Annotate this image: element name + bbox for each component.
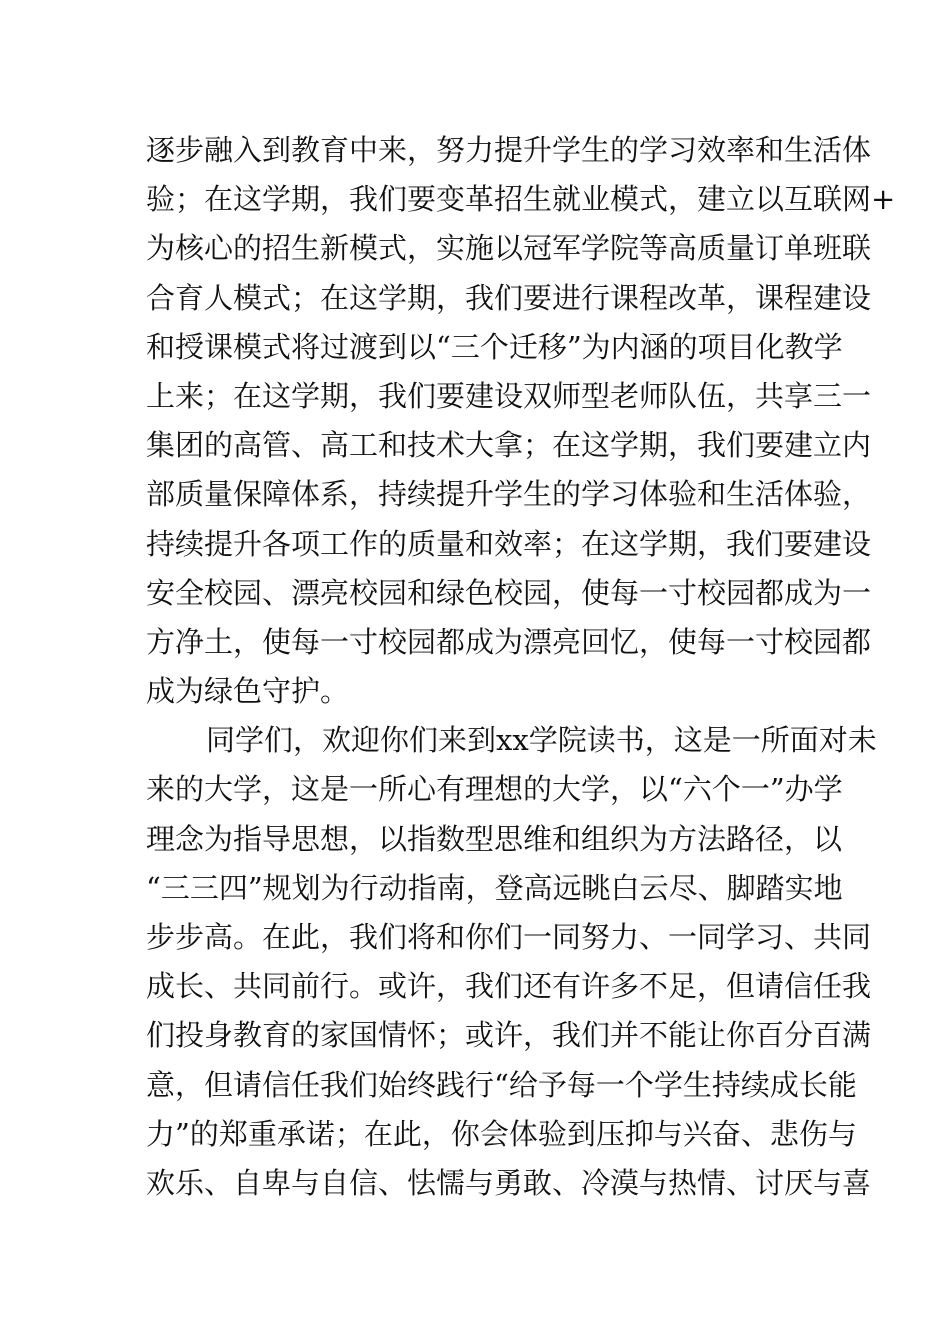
text-line: 持续提升各项工作的质量和效率；在这学期，我们要建设 xyxy=(146,526,872,561)
paragraph-start-line: 同学们，欢迎你们来到xx学院读书，这是一所面对未 xyxy=(206,723,877,758)
text-line: 来的大学，这是一所心有理想的大学，以“六个一”办学 xyxy=(146,772,843,807)
text-line: “三三四”规划为行动指南，登高远眺白云尽、脚踏实地 xyxy=(146,870,843,905)
text-line: 方净土，使每一寸校园都成为漂亮回忆，使每一寸校园都 xyxy=(146,624,872,659)
text-line: 逐步融入到教育中来，努力提升学生的学习效率和生活体 xyxy=(146,133,872,167)
text-line: 安全校园、漂亮校园和绿色校园，使每一寸校园都成为一 xyxy=(146,575,872,610)
text-line: 力”的郑重承诺；在此，你会体验到压抑与兴奋、悲伤与 xyxy=(146,1116,857,1151)
text-line: 集团的高管、高工和技术大拿；在这学期，我们要建立内 xyxy=(146,428,872,463)
text-line: 步步高。在此，我们将和你们一同努力、一同学习、共同 xyxy=(146,920,872,954)
text-line: 理念为指导思想，以指数型思维和组织为方法路径，以 xyxy=(146,821,843,856)
text-line: 成长、共同前行。或许，我们还有许多不足，但请信任我 xyxy=(146,969,872,1004)
text-line: 意，但请信任我们始终践行“给予每一个学生持续成长能 xyxy=(146,1067,857,1102)
text-line: 部质量保障体系，持续提升学生的学习体验和生活体验， xyxy=(146,477,872,512)
text-line: 们投身教育的家国情怀；或许，我们并不能让你百分百满 xyxy=(146,1018,872,1053)
text-line: 验；在这学期，我们要变革招生就业模式，建立以互联网+ xyxy=(146,182,896,217)
text-line: 和授课模式将过渡到以“三个迁移”为内涵的项目化教学 xyxy=(146,329,843,364)
body-text xyxy=(146,126,896,1208)
text-line: 为核心的招生新模式，实施以冠军学院等高质量订单班联 xyxy=(146,231,872,266)
text-line: 欢乐、自卑与自信、怯懦与勇敢、冷漠与热情、讨厌与喜 xyxy=(146,1165,872,1200)
paragraph-end-line: 成为绿色守护。 xyxy=(146,674,350,709)
text-line: 合育人模式；在这学期，我们要进行课程改革，课程建设 xyxy=(146,280,872,315)
text-line: 上来；在这学期，我们要建设双师型老师队伍，共享三一 xyxy=(146,378,872,413)
